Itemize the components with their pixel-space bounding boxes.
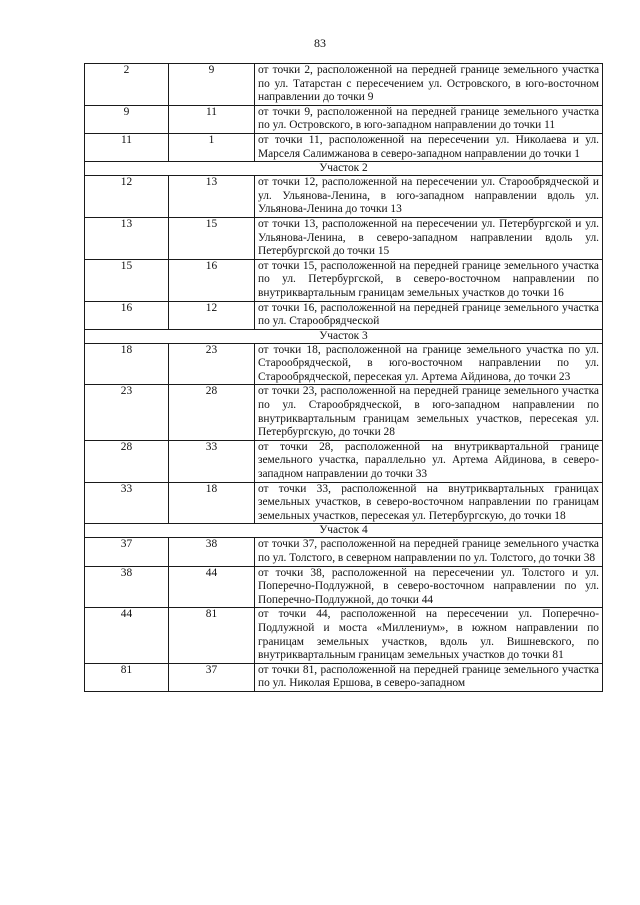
section-header-row <box>85 162 603 176</box>
to-point-cell: 12 <box>169 301 255 329</box>
to-point-cell: 28 <box>169 385 255 440</box>
from-point-cell: 33 <box>85 482 169 524</box>
table-row <box>85 64 603 106</box>
section-header-row <box>85 329 603 343</box>
table-row <box>85 217 603 259</box>
description-cell: от точки 9, расположенной на передней границе земельного участка по ул. Островского, в юго-западном направлении до точки 11 <box>255 105 603 133</box>
to-point-cell: 38 <box>169 538 255 566</box>
table-row <box>85 663 603 691</box>
from-point-cell: 13 <box>85 217 169 259</box>
section-title: Участок 3 <box>85 329 603 343</box>
section-title: Участок 4 <box>85 524 603 538</box>
to-point-cell: 23 <box>169 343 255 385</box>
table-row <box>85 566 603 608</box>
table-row <box>85 259 603 301</box>
table-row <box>85 133 603 161</box>
description-cell: от точки 81, расположенной на передней границе земельного участка по ул. Николая Ершова, в северо-западном <box>255 663 603 691</box>
table-row <box>85 538 603 566</box>
from-point-cell: 38 <box>85 566 169 608</box>
description-cell: от точки 13, расположенной на пересечении ул. Петербургской и ул. Ульянова-Ленина, в северо-западном направлении вдоль ул. Петербургской до точки 15 <box>255 217 603 259</box>
description-cell: от точки 38, расположенной на пересечении ул. Толстого и ул. Поперечно-Подлужной, в северо-восточном направлении по ул. Поперечно-Подлужной, до точки 44 <box>255 566 603 608</box>
description-cell: от точки 11, расположенной на пересечении ул. Николаева и ул. Марселя Салимжанова в северо-западном направлении до точки 1 <box>255 133 603 161</box>
table-body <box>85 64 603 692</box>
to-point-cell: 1 <box>169 133 255 161</box>
from-point-cell: 37 <box>85 538 169 566</box>
to-point-cell: 33 <box>169 440 255 482</box>
page-number: 83 <box>314 36 326 50</box>
from-point-cell: 2 <box>85 64 169 106</box>
boundary-description-table <box>84 63 603 692</box>
description-cell: от точки 33, расположенной на внутриквартальных границах земельных участков, в северо-восточном направлении по границам земельных участков, пересекая ул. Петербургскую, до точки 18 <box>255 482 603 524</box>
table-row <box>85 482 603 524</box>
table-row <box>85 343 603 385</box>
table-row <box>85 440 603 482</box>
table-row <box>85 105 603 133</box>
description-cell: от точки 37, расположенной на передней границе земельного участка по ул. Толстого, в северном направлении по ул. Толстого, до точки 38 <box>255 538 603 566</box>
from-point-cell: 28 <box>85 440 169 482</box>
to-point-cell: 18 <box>169 482 255 524</box>
to-point-cell: 44 <box>169 566 255 608</box>
to-point-cell: 37 <box>169 663 255 691</box>
description-cell: от точки 44, расположенной на пересечении ул. Поперечно-Подлужной и моста «Миллениум», в южном направлении по границам земельных участков, вдоль ул. Вишневского, по внутриквартальным границам земельных участков до точки 81 <box>255 608 603 663</box>
from-point-cell: 23 <box>85 385 169 440</box>
from-point-cell: 18 <box>85 343 169 385</box>
from-point-cell: 44 <box>85 608 169 663</box>
description-cell: от точки 12, расположенной на пересечении ул. Старообрядческой и ул. Ульянова-Ленина, в юго-западном направлении вдоль ул. Ульянова-Ленина до точки 13 <box>255 176 603 218</box>
description-cell: от точки 28, расположенной на внутриквартальной границе земельного участка, параллельно ул. Артема Айдинова, в северо-западном направлении до точки 33 <box>255 440 603 482</box>
section-title: Участок 2 <box>85 162 603 176</box>
table-row <box>85 176 603 218</box>
table-row <box>85 608 603 663</box>
from-point-cell: 12 <box>85 176 169 218</box>
description-cell: от точки 15, расположенной на передней границе земельного участка по ул. Петербургской, в северо-восточном направлении по внутриквартальным границам земельных участков до точки 16 <box>255 259 603 301</box>
to-point-cell: 9 <box>169 64 255 106</box>
table-row <box>85 385 603 440</box>
table-row <box>85 301 603 329</box>
to-point-cell: 13 <box>169 176 255 218</box>
from-point-cell: 9 <box>85 105 169 133</box>
from-point-cell: 15 <box>85 259 169 301</box>
description-cell: от точки 16, расположенной на передней границе земельного участка по ул. Старообрядческой <box>255 301 603 329</box>
section-header-row <box>85 524 603 538</box>
from-point-cell: 11 <box>85 133 169 161</box>
to-point-cell: 15 <box>169 217 255 259</box>
from-point-cell: 81 <box>85 663 169 691</box>
description-cell: от точки 18, расположенной на границе земельного участка по ул. Старообрядческой, в юго-восточном направлении по ул. Старообрядческой, пересекая ул. Артема Айдинова, до точки 23 <box>255 343 603 385</box>
from-point-cell: 16 <box>85 301 169 329</box>
to-point-cell: 11 <box>169 105 255 133</box>
to-point-cell: 81 <box>169 608 255 663</box>
description-cell: от точки 23, расположенной на передней границе земельного участка по ул. Старообрядческой, в юго-западном направлении по внутриквартальным границам земельных участков, пересекая ул. Петербургскую, до точки 28 <box>255 385 603 440</box>
to-point-cell: 16 <box>169 259 255 301</box>
description-cell: от точки 2, расположенной на передней границе земельного участка по ул. Татарстан с пересечением ул. Островского, в юго-восточном направлении до точки 9 <box>255 64 603 106</box>
